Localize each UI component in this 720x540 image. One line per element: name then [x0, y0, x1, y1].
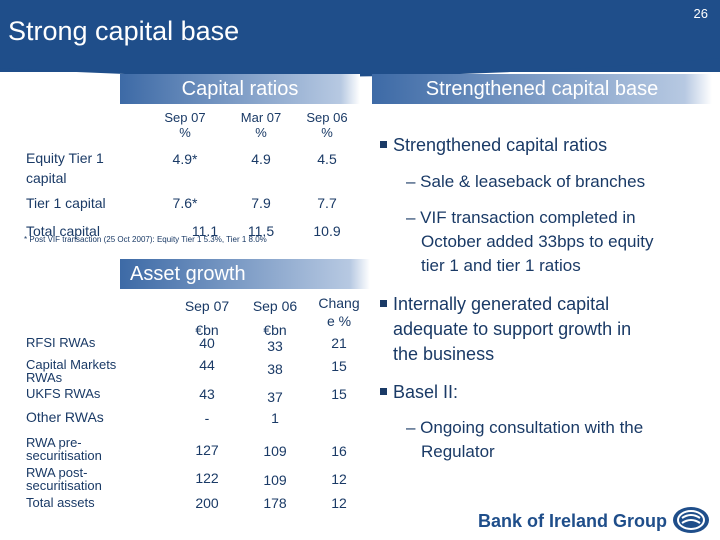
cr-col-2-l2: %	[255, 125, 267, 140]
bullet-internal-capital	[380, 292, 609, 317]
cr-row-1-val-2: 4.9	[251, 151, 271, 167]
ag-row-3-val-1: 43	[199, 386, 215, 402]
bullet-square-icon	[380, 300, 387, 307]
cr-footnote: * Post VIF transaction (25 Oct 2007): Equity Tier 1 5.3%, Tier 1 8.0%	[24, 235, 267, 244]
ag-row-2-val-3: 15	[331, 358, 347, 374]
strengthened-heading-text: Strengthened capital base	[425, 77, 659, 100]
header-band	[0, 0, 720, 72]
capital-ratios-heading	[120, 74, 360, 104]
sub-vif-l1: – VIF transaction completed in	[406, 208, 636, 227]
ag-row-1-label: RFSI RWAs	[26, 335, 96, 350]
ag-row-1-val-3: 21	[331, 335, 347, 351]
ag-row-6-val-2: 109	[263, 472, 287, 488]
ag-row-7-val-3: 12	[331, 495, 347, 511]
ag-row-7-val-1: 200	[195, 495, 219, 511]
ag-col-3-l2: e %	[326, 313, 352, 329]
cr-row-3-val-1: 11.1	[191, 223, 219, 239]
cr-row-3-val-2: 11.5	[247, 223, 275, 239]
bullet-basel	[380, 380, 458, 405]
strengthened-heading	[372, 74, 712, 104]
cr-col-header-1	[160, 110, 210, 140]
cr-row-2-val-1: 7.6*	[172, 195, 198, 211]
ag-row-5-val-3: 16	[331, 443, 347, 459]
cr-row-2-val-3: 7.7	[317, 195, 337, 211]
bullet-square-icon	[380, 388, 387, 395]
sub-consultation-l2: Regulator	[421, 442, 495, 461]
ag-row-2-label-2: RWAs	[26, 370, 63, 385]
bullet-3-text: Basel II:	[393, 382, 459, 402]
page-title: Strong capital base	[8, 16, 240, 46]
sub-vif-l3: tier 1 and tier 1 ratios	[421, 256, 581, 275]
ag-col-2-l2: €bn	[263, 322, 287, 338]
asset-growth-heading	[120, 259, 370, 289]
cr-row-1-label-2: capital	[26, 170, 67, 186]
sub-vif-l2: October added 33bps to equity	[421, 232, 654, 251]
ag-row-5-label-1: RWA pre-	[26, 435, 82, 450]
cr-row-3-label: Total capital	[26, 223, 100, 239]
ag-col-header-2	[248, 294, 302, 342]
ag-row-1-val-1: 40	[199, 335, 215, 351]
ag-row-2-label-1: Capital Markets	[26, 357, 117, 372]
bullet-1-text: Strengthened capital ratios	[393, 135, 608, 155]
bank-logo-icon	[672, 506, 710, 534]
sub-sale-leaseback: – Sale & leaseback of branches	[406, 172, 646, 191]
bullet-square-icon	[380, 141, 387, 148]
bullet-capital-ratios	[380, 133, 607, 158]
ag-row-3-label: UKFS RWAs	[26, 386, 101, 401]
ag-col-header-3	[312, 294, 366, 330]
cr-row-1-val-3: 4.5	[317, 151, 337, 167]
ag-row-6-val-1: 122	[195, 470, 219, 486]
ag-row-7-label: Total assets	[26, 495, 95, 510]
capital-ratios-heading-text: Capital ratios	[181, 77, 299, 100]
ag-row-5-val-1: 127	[195, 442, 219, 458]
bullet-2-l3: the business	[393, 344, 495, 364]
cr-col-1-l1: Sep 07	[164, 110, 206, 125]
ag-col-2-l1: Sep 06	[252, 298, 298, 314]
asset-growth-heading-text: Asset growth	[130, 262, 246, 285]
ag-col-3-l1: Chang	[318, 295, 360, 311]
ag-row-5-val-2: 109	[263, 443, 287, 459]
ag-row-1-val-2: 33	[267, 338, 283, 354]
ag-row-5-label-2: securitisation	[26, 448, 102, 463]
ag-row-4-val-1: -	[204, 410, 210, 426]
cr-col-3-l2: %	[321, 125, 333, 140]
ag-row-6-label-2: securitisation	[26, 478, 102, 493]
ag-row-2-val-1: 44	[199, 357, 215, 373]
cr-row-2-val-2: 7.9	[251, 195, 271, 211]
bullet-2-l2: adequate to support growth in	[393, 319, 632, 339]
ag-row-2-val-2: 38	[267, 361, 283, 377]
ag-row-3-val-2: 37	[267, 389, 283, 405]
ag-row-4-label: Other RWAs	[26, 409, 104, 425]
cr-col-2-l1: Mar 07	[240, 110, 282, 125]
logo-text: Bank of Ireland Group	[478, 511, 668, 531]
ag-col-1-l1: Sep 07	[184, 298, 230, 314]
cr-row-3-val-3: 10.9	[313, 223, 341, 239]
cr-row-2-label: Tier 1 capital	[26, 195, 106, 211]
ag-row-3-val-3: 15	[331, 386, 347, 402]
ag-row-7-val-2: 178	[263, 495, 287, 511]
sub-consultation-l1: – Ongoing consultation with the	[406, 418, 644, 437]
cr-row-1-val-1: 4.9*	[172, 151, 198, 167]
cr-col-3-l1: Sep 06	[306, 110, 348, 125]
cr-row-1-label-1: Equity Tier 1	[26, 150, 104, 166]
cr-col-header-3	[302, 110, 352, 140]
ag-row-4-val-2: 1	[271, 410, 279, 426]
bullet-2-text-l1: Internally generated capital	[393, 294, 610, 314]
cr-col-header-2	[236, 110, 286, 140]
page-number: 26	[693, 6, 708, 21]
ag-row-6-val-3: 12	[331, 471, 347, 487]
ag-col-1-l2: €bn	[195, 322, 219, 338]
cr-col-1-l2: %	[179, 125, 191, 140]
ag-row-6-label-1: RWA post-	[26, 465, 88, 480]
